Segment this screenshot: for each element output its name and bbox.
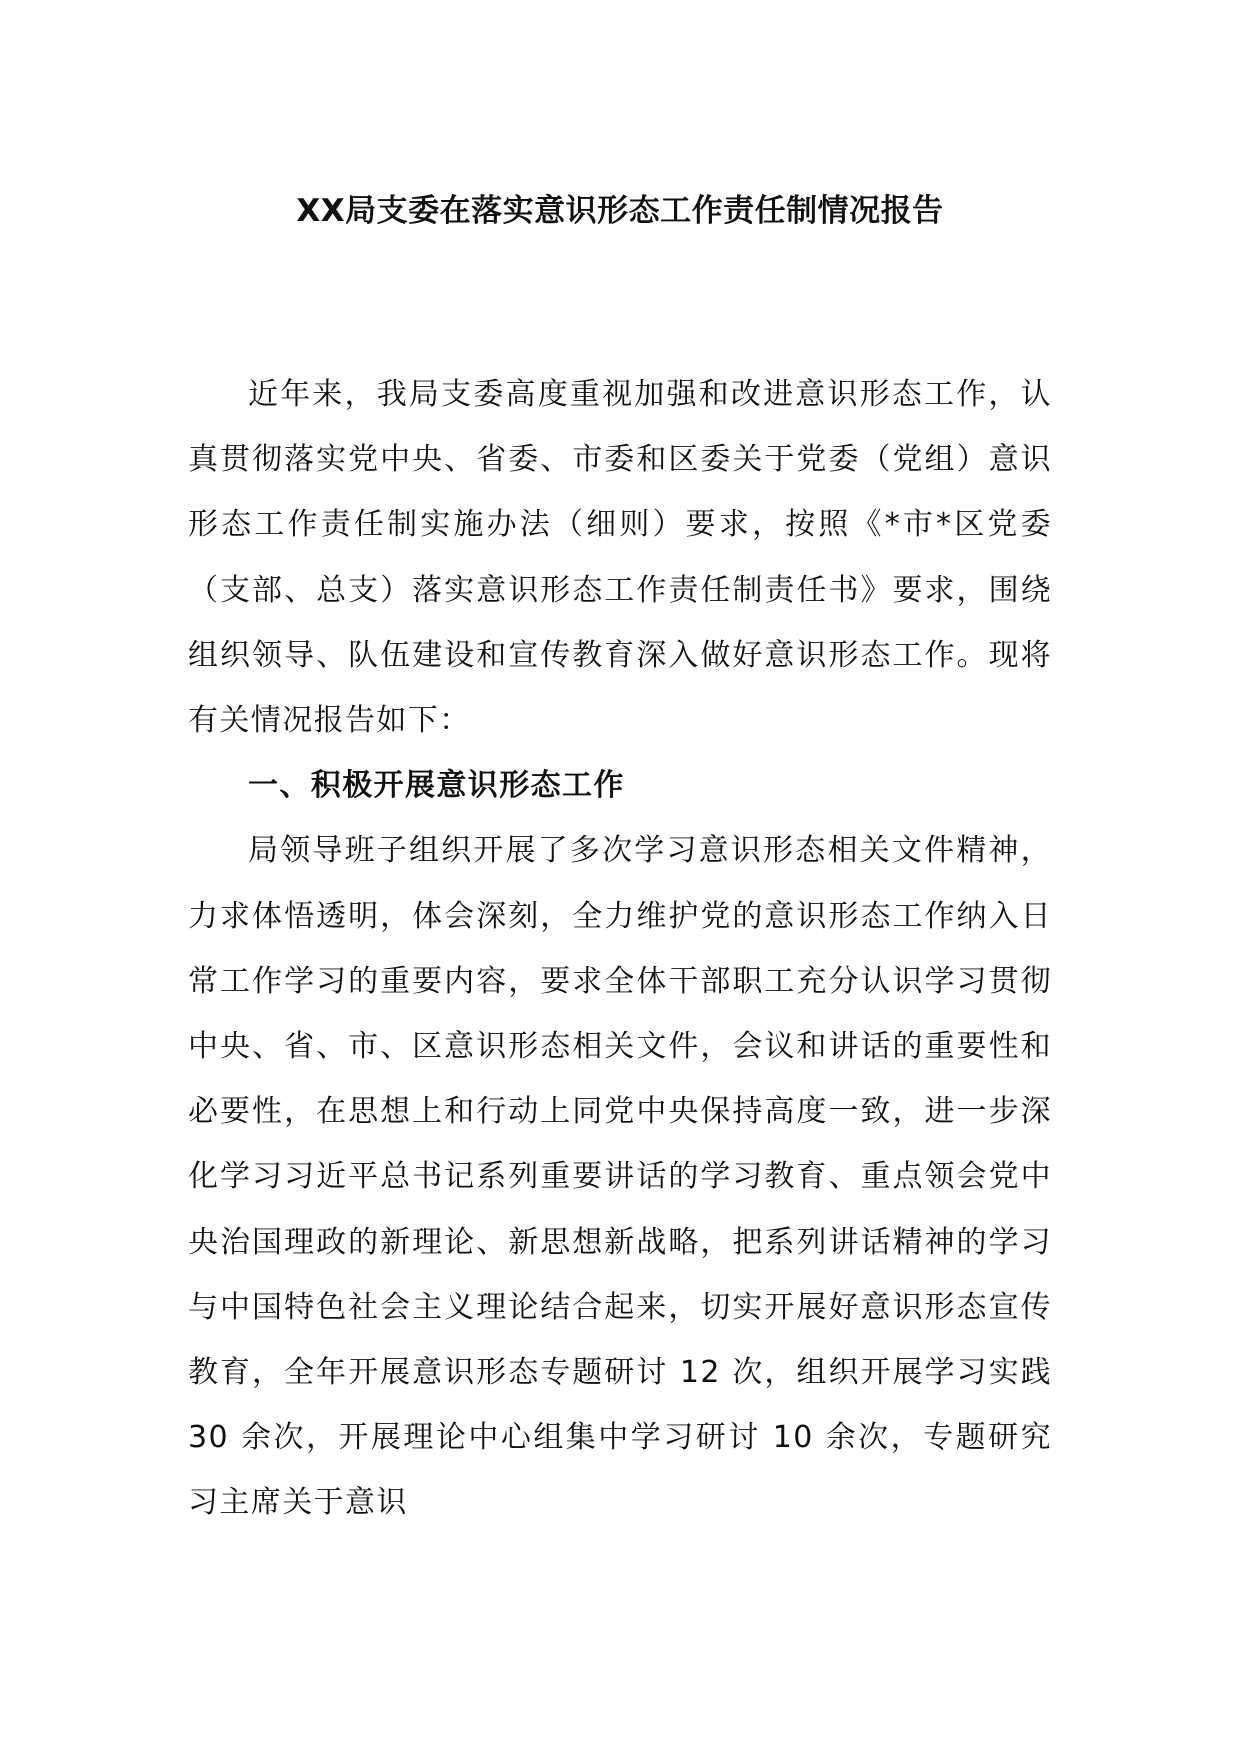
document-body <box>188 362 1052 1536</box>
section-paragraph: 局领导班子组织开展了多次学习意识形态相关文件精神，力求体悟透明，体会深刻，全力维护党的意识形态工作纳入日常工作学习的重要内容，要求全体干部职工充分认识学习贯彻中央、省、市、区意识形态相关文件，会议和讲话的重要性和必要性，在思想上和行动上同党中央保持高度一致，进一步深化学习习近平总书记系列重要讲话的学习教育、重点领会党中央治国理政的新理论、新思想新战略，把系列讲话精神的学习与中国特色社会主义理论结合起来，切实开展好意识形态宣传教育，全年开展意识形态专题研讨 12 次，组织开展学习实践 30 余次，开展理论中心组集中学习研讨 10 余次，专题研究习主席关于意识 <box>188 833 1052 1521</box>
intro-paragraph: 近年来，我局支委高度重视加强和改进意识形态工作，认真贯彻落实党中央、省委、市委和区委关于党委（党组）意识形态工作责任制实施办法（细则）要求，按照《*市*区党委（支部、总支）落实意识形态工作责任制责任书》要求，围绕组织领导、队伍建设和宣传教育深入做好意识形态工作。现将有关情况报告如下： <box>188 377 1052 739</box>
section-heading: 一、积极开展意识形态工作 <box>248 768 625 804</box>
document-title: XX局支委在落实意识形态工作责任制情况报告 <box>296 193 944 229</box>
